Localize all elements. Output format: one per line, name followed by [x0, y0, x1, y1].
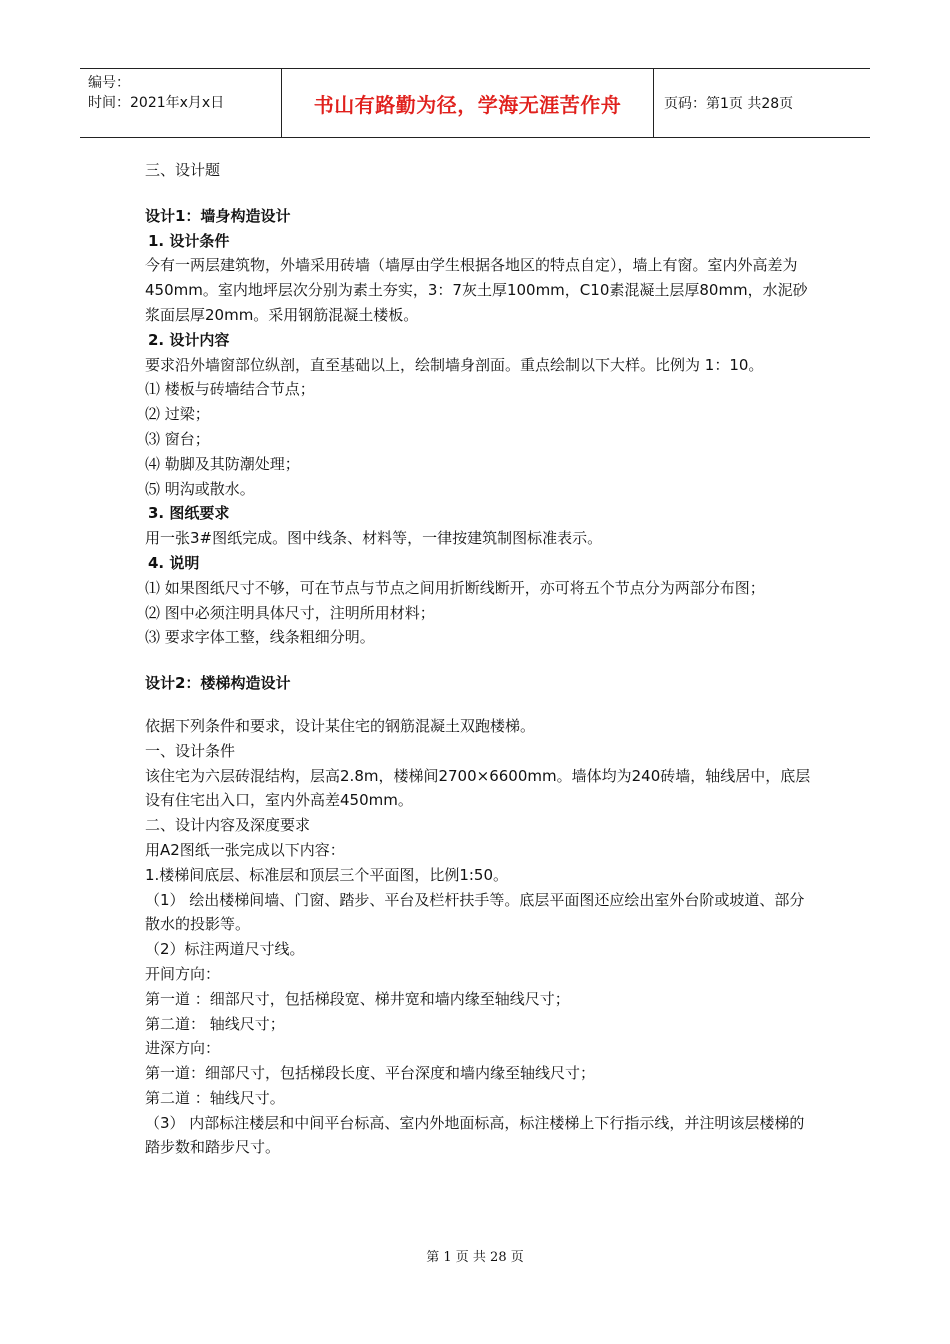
- design1-heading-1: 1. 设计条件: [148, 231, 230, 250]
- document-body: [145, 158, 815, 1160]
- design2-line: 进深方向：: [145, 1039, 221, 1058]
- number-label: 编号：: [88, 75, 130, 91]
- design2-line: （2）标注两道尺寸线。: [145, 940, 305, 959]
- design1-heading-4: 4. 说明: [148, 553, 200, 572]
- design2-title: 设计2：楼梯构造设计: [145, 674, 291, 693]
- motto: 书山有路勤为径，学海无涯苦作舟: [313, 92, 622, 117]
- list-item: ⑴ 楼板与砖墙结合节点；: [145, 380, 315, 399]
- list-item: ⑸ 明沟或散水。: [145, 479, 255, 498]
- design2-line: 第一道 ：细部尺寸，包括梯段宽、梯井宽和墙内缘至轴线尺寸；: [145, 989, 570, 1008]
- page-footer: 第 1 页 共 28 页: [426, 1250, 524, 1265]
- design1-paragraph-2: 要求沿外墙窗部位纵剖，直至基础以上，绘制墙身剖面。重点绘制以下大样。比例为 1：10。: [145, 355, 764, 374]
- design2-line: 第一道：细部尺寸，包括梯段长度、平台深度和墙内缘至轴线尺寸；: [145, 1064, 596, 1083]
- design1-title: 设计1：墙身构造设计: [145, 206, 291, 225]
- design2-section-2: 二、设计内容及深度要求: [145, 816, 311, 835]
- design2-line: 开间方向：: [145, 964, 221, 983]
- design2-section-1: 一、设计条件: [145, 741, 236, 760]
- design2-line: 1.楼梯间底层、标准层和顶层三个平面图，比例1:50。: [145, 865, 508, 884]
- list-item: ⑷ 勒脚及其防潮处理；: [145, 454, 300, 473]
- design2-intro: 依据下列条件和要求，设计某住宅的钢筋混凝土双跑楼梯。: [145, 716, 536, 735]
- design1-heading-3: 3. 图纸要求: [148, 504, 230, 523]
- note-item: ⑴ 如果图纸尺寸不够，可在节点与节点之间用折断线断开，亦可将五个节点分为两部分布图；: [145, 578, 765, 597]
- page-header: [80, 68, 870, 138]
- list-item: ⑵ 过梁；: [145, 405, 210, 424]
- header-meta: [80, 69, 282, 137]
- design2-line: （3） 内部标注楼层和中间平台标高、室内外地面标高，标注楼梯上下行指示线，并注明该层楼梯的踏步数和踏步尺寸。: [145, 1113, 805, 1157]
- section-title: 三、设计题: [145, 161, 221, 179]
- note-item: ⑵ 图中必须注明具体尺寸，注明所用材料；: [145, 603, 435, 622]
- design1-paragraph-1: 今有一两层建筑物，外墙采用砖墙（墙厚由学生根据各地区的特点自定），墙上有窗。室内外高差为450mm。室内地坪层次分别为素土夯实，3：7灰土厚100mm，C10素混凝土层厚80mm，水泥砂浆面层厚20mm。采用钢筋混凝土楼板。: [145, 256, 808, 324]
- design1-paragraph-3: 用一张3#图纸完成。图中线条、材料等，一律按建筑制图标准表示。: [145, 529, 603, 548]
- header-motto-cell: [282, 69, 654, 137]
- design2-line: （1） 绘出楼梯间墙、门窗、踏步、平台及栏杆扶手等。底层平面图还应绘出室外台阶或坡道、部分散水的投影等。: [145, 890, 805, 934]
- design2-section-1-text: 该住宅为六层砖混结构，层高2.8m，楼梯间2700×6600mm。墙体均为240砖墙，轴线居中，底层设有住宅出入口，室内外高差450mm。: [145, 766, 811, 810]
- design2-line: 第二道： 轴线尺寸；: [145, 1014, 285, 1033]
- note-item: ⑶ 要求字体工整，线条粗细分明。: [145, 628, 375, 647]
- design1-heading-2: 2. 设计内容: [148, 330, 230, 349]
- design2-line: 第二道 ：轴线尺寸。: [145, 1088, 285, 1107]
- design2-line: 用A2图纸一张完成以下内容：: [145, 840, 345, 859]
- time-label: 时间：2021年x月x日: [88, 95, 225, 111]
- header-page-info: 页码：第1页 共28页: [664, 96, 794, 112]
- list-item: ⑶ 窗台；: [145, 429, 210, 448]
